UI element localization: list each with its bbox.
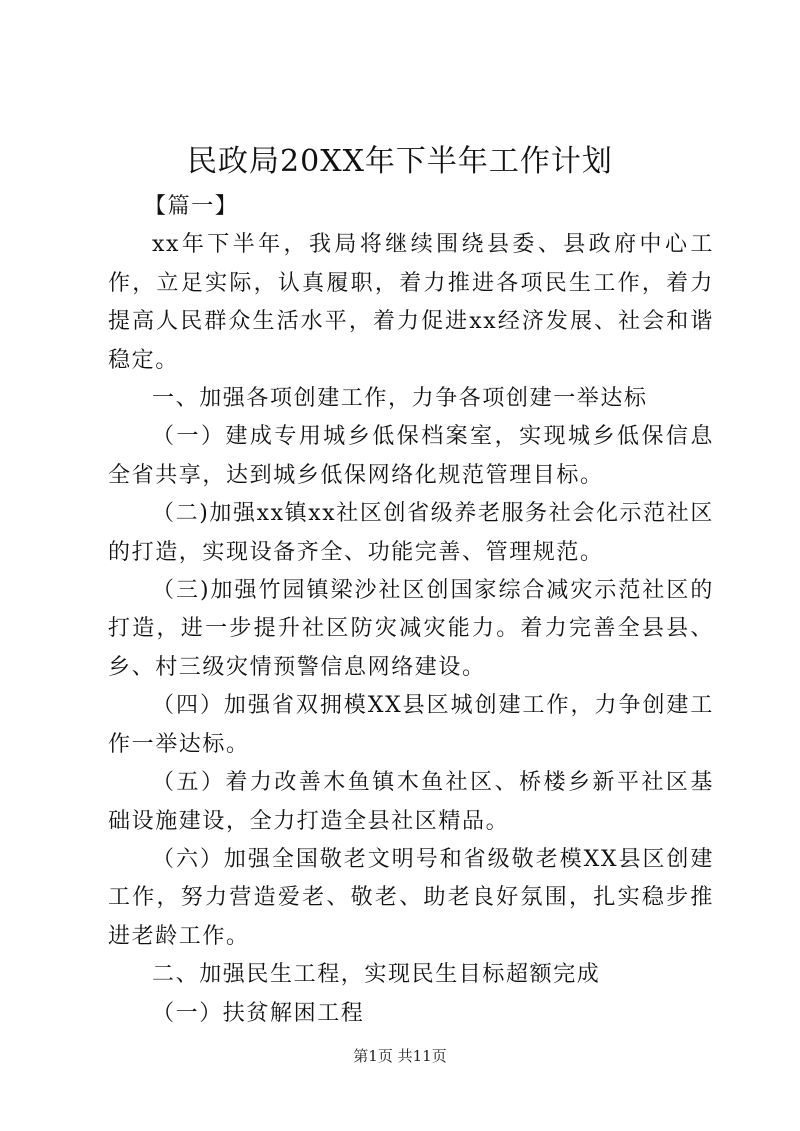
paragraph-intro: xx年下半年，我局将继续围绕县委、县政府中心工作，立足实际，认真履职，着力推进各项民生工作，着力提高人民群众生活水平，着力促进xx经济发展、社会和谐稳定。 <box>108 232 714 373</box>
section-label: 【篇一】 <box>144 194 239 219</box>
document-title: 民政局20XX年下半年工作计划 <box>187 144 613 179</box>
paragraph-item-5: （五）着力改善木鱼镇木鱼社区、桥楼乡新平社区基础设施建设，全力打造全县社区精品。 <box>108 770 714 834</box>
subheading-poverty-relief: （一）扶贫解困工程 <box>152 1000 365 1026</box>
paragraph-item-4: （四）加强省双拥模XX县区城创建工作，力争创建工作一举达标。 <box>108 693 714 757</box>
paragraph-item-6: （六）加强全国敬老文明号和省级敬老模XX县区创建工作，努力营造爱老、敬老、助老良好氛围，扎实稳步推进老龄工作。 <box>108 846 714 949</box>
heading-section-1: 一、加强各项创建工作，力争各项创建一举达标 <box>152 386 648 412</box>
heading-section-2: 二、加强民生工程，实现民生目标超额完成 <box>152 962 601 988</box>
paragraph-item-2: （二)加强xx镇xx社区创省级养老服务社会化示范社区的打造，实现设备齐全、功能完善、管理规范。 <box>108 501 714 565</box>
page-indicator: 第1页 共11页 <box>353 1047 447 1065</box>
paragraph-item-1: （一）建成专用城乡低保档案室，实现城乡低保信息全省共享，达到城乡低保网络化规范管理目标。 <box>108 424 714 488</box>
document-body <box>108 188 714 1033</box>
paragraph-item-3: （三)加强竹园镇梁沙社区创国家综合减灾示范社区的打造，进一步提升社区防灾减灾能力。着力完善全县县、乡、村三级灾情预警信息网络建设。 <box>108 578 714 680</box>
